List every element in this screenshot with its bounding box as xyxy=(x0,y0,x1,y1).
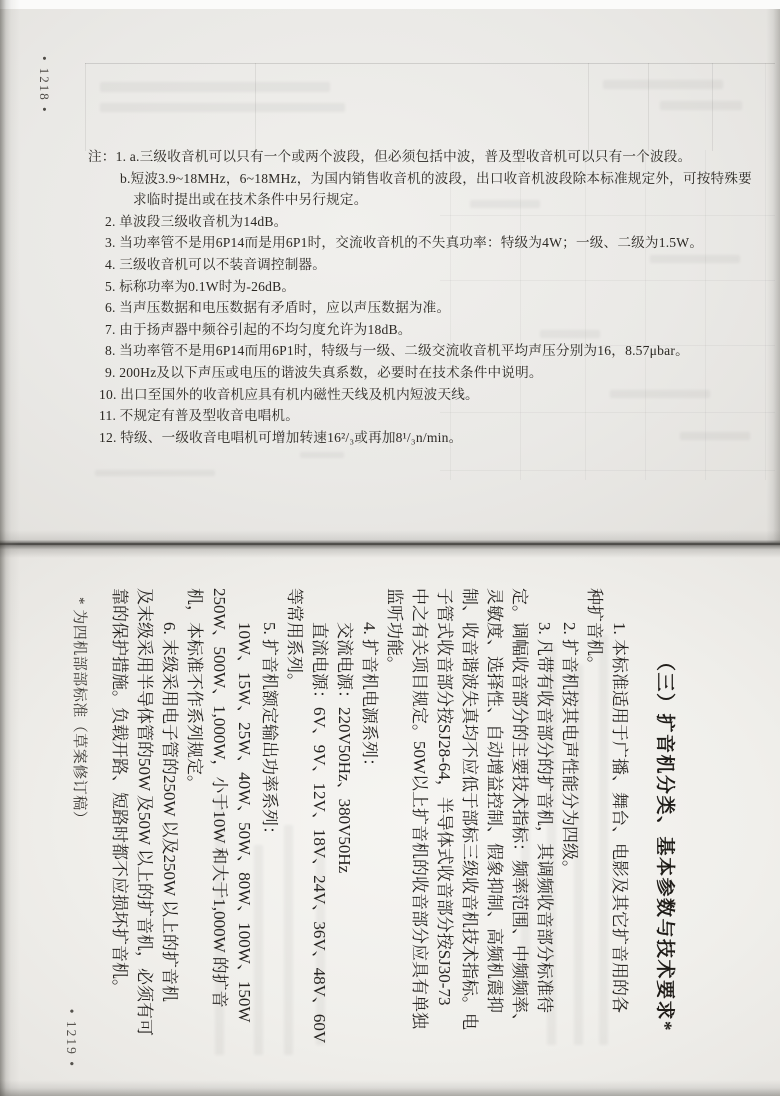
ghost-text-bar xyxy=(100,82,330,92)
body-line: 1. 本标准适用于广播、舞台、电影及其它扩音用的各 xyxy=(610,622,629,1013)
note-line: 12. 特级、一级收音电唱机可增加转速16²/₃或再加8¹/₃n/min。 xyxy=(99,429,463,445)
body-line: 2. 扩音机按其电声性能分为四级。 xyxy=(560,622,579,877)
body-line: 3. 凡带有收音部分的扩音机，其调频收音部分标准待 xyxy=(535,622,554,1013)
body-line: 机，本标准不作系列规定。 xyxy=(185,588,204,792)
note-line: 3. 当功率管不是用6P14而是用6P1时，交流收音机的不失真功率：特级为4W；一级、二级为1.5W。 xyxy=(105,235,704,251)
notes-block xyxy=(88,146,752,448)
note-line: 2. 单波段三级收音机为14dB。 xyxy=(105,213,288,229)
note-line: 9. 200Hz及以下声压或电压的谐波失真系数，必要时在技术条件中说明。 xyxy=(105,364,543,380)
note-line: 4. 三级收音机可以不装音调控制器。 xyxy=(105,256,327,272)
body-line: 灵敏度、选择性、自动增益控制、假象抑制、高频机震抑 xyxy=(485,588,504,1013)
body-line: 定。调幅收音部分的主要技术指标：频率范围、中频频率、 xyxy=(510,588,529,1030)
body-line: 4. 扩音机电源系列： xyxy=(360,622,379,775)
page-1218 xyxy=(0,0,780,543)
page-footer xyxy=(64,545,91,1096)
scan-edge-top xyxy=(0,0,780,9)
page-number-1218: • 1218 • xyxy=(37,56,52,114)
note-line: 5. 标称功率为0.1W时为-26dB。 xyxy=(105,278,296,294)
body-line: 中之有关项目规定。50W以上扩音机的收音部分应具有单独 xyxy=(410,588,429,1030)
footnote: * 为四机部部标准（草案修订稿） xyxy=(71,597,87,827)
note-line: 求临时提出或在技术条件中另行规定。 xyxy=(133,192,368,208)
note-line: 注：1. a.三级收音机可以只有一个或两个波段，但必须包括中波，普及型收音机可以只有一个波段。 xyxy=(88,149,692,164)
note-line: 11. 不规定有普及型收音电唱机。 xyxy=(99,408,300,424)
section-title: （三）扩音机分类、基本参数与技术要求* xyxy=(654,652,675,1033)
note-line: 6. 当声压数据和电压数据有矛盾时，应以声压数据为准。 xyxy=(105,300,451,316)
body-line: 制、收音谐波失真均不应低于部标三级收音机技术指标。电 xyxy=(460,588,479,1030)
body-line: 6. 末级采用电子管的250W 以及250W 以上的扩音机 xyxy=(160,622,179,1002)
note-line: 8. 当功率管不是用6P14而用6P1时，特级与一级、二级交流收音机平均声压分别为16，8.57μbar。 xyxy=(105,343,689,359)
note-line: b.短波3.9~18MHz，6~18MHz，为国内销售收音机的波段，出口收音机波段除本标准规定外，可按特殊要 xyxy=(120,170,752,186)
page-1219 xyxy=(0,545,780,1096)
body-line: 种扩音机。 xyxy=(585,588,604,673)
scan-edge-left xyxy=(0,0,20,1096)
body-line: 250W、500W、1,000W，小于10W 和大于1,000W 的扩音 xyxy=(210,588,229,1008)
page-crease xyxy=(0,530,780,558)
scan-edge-right xyxy=(766,9,780,543)
body-line: 及末级采用半导体管的50W 及50W 以上的扩音机，必须有可 xyxy=(135,588,154,1036)
scan-edge-bottom xyxy=(0,1080,780,1096)
body-line: 等常用系列。 xyxy=(285,588,304,690)
body-line: 靠的保护措施。负载开路、短路时都不应损坏扩音机。 xyxy=(110,588,129,996)
body-line: 子管式收音部分按SJ28-64，半导体式收音部分按SJ30-73 xyxy=(435,588,454,1006)
body-line: 10W、15W、25W、40W、50W、80W、100W、150W xyxy=(235,622,254,1023)
body-line: 监听功能。 xyxy=(385,588,404,673)
note-line: 10. 出口至国外的收音机应具有机内磁性天线及机内短波天线。 xyxy=(99,386,479,402)
note-line: 7. 由于扬声器中频谷引起的不均匀度允许为18dB。 xyxy=(105,321,412,337)
body-line: 交流电源：220V50Hz、380V50Hz xyxy=(335,622,354,874)
page-number-1219: • 1219 • xyxy=(64,1008,79,1068)
body-line: 5. 扩音机额定输出功率系列： xyxy=(260,622,279,843)
body-line: 直流电源：6V、9V、12V、18V、24V、36V、48V、60V xyxy=(310,622,329,1044)
